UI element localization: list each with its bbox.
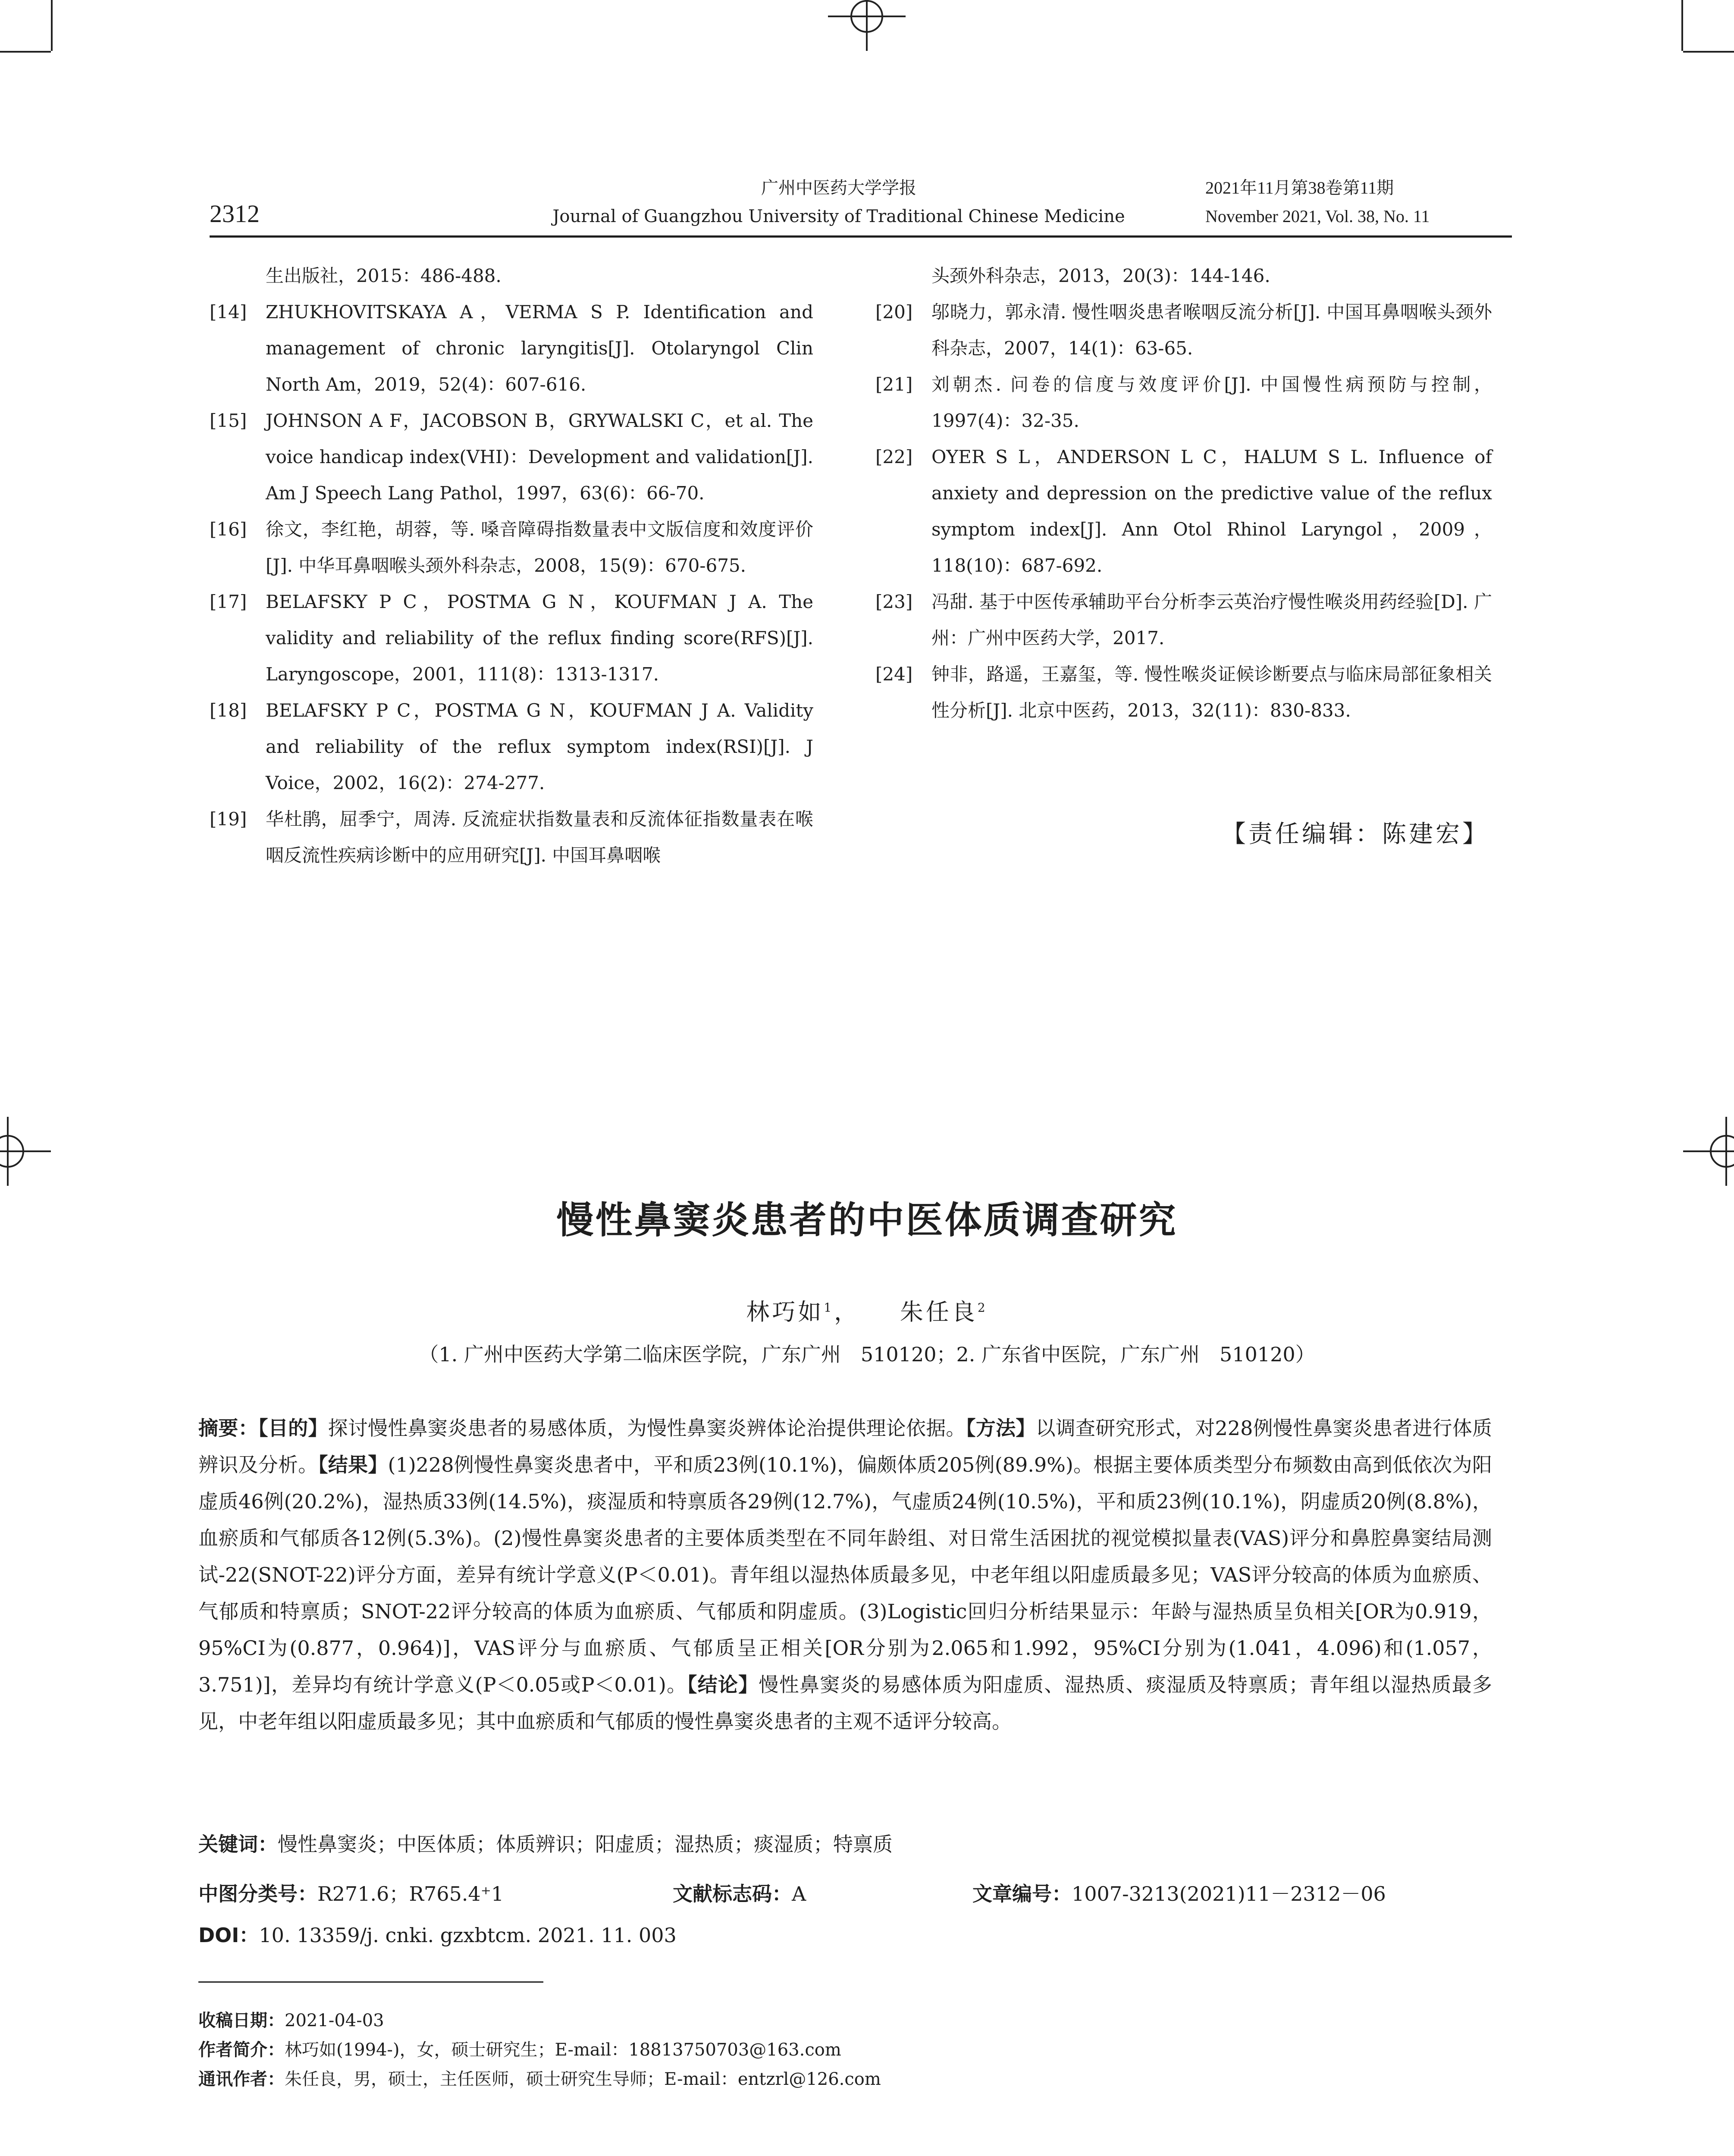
reference-item: [14] ZHUKHOVITSKAYA A，VERMA S P. Identification and management of chronic laryngitis[J]. Otolaryngol Clin North Am，2019，52(4)：607-616. (210, 301, 813, 395)
footnote-corresponding: 通讯作者：朱任良，男，硕士，主任医师，硕士研究生导师；E-mail：entzrl@126.com (198, 2069, 881, 2089)
reference-item: [17] BELAFSKY P C，POSTMA G N，KOUFMAN J A. The validity and reliability of the reflux finding score(RFS)[J]. Laryngoscope，2001，111(8)：1313-1317. (210, 591, 813, 685)
reference-item: [15] JOHNSON A F，JACOBSON B，GRYWALSKI C，et al. The voice handicap index(VHI)：Development and validation[J]. Am J Speech Lang Pathol，1997，63(6)：66-70. (210, 410, 813, 504)
author-affil-mark: 2 (977, 1300, 988, 1315)
objective-text: 探讨慢性鼻窦炎患者的易感体质，为慢性鼻窦炎辨体论治提供理论依据。 (328, 1416, 966, 1440)
document-code: 文献标志码：A (673, 1882, 806, 1905)
header-rule (210, 235, 1512, 238)
methods-label: 【方法】 (966, 1416, 1036, 1440)
reference-item: [19] 华杜鹃，屈季宁，周涛. 反流症状指数量表和反流体征指数量表在喉咽反流性疾病诊断中的应用研究[J]. 中国耳鼻咽喉 (210, 808, 813, 866)
page-number: 2312 (210, 200, 260, 228)
reference-item: 生出版社，2015：486-488. (266, 265, 502, 286)
clc-number: 中图分类号：R271.6；R765.4⁺1 (198, 1882, 504, 1905)
authors: 林巧如$^1$， 朱任良$^2$ (746, 1298, 988, 1326)
doi: DOI：10. 13359/j. cnki. gzxbtcm. 2021. 11. 003 (198, 1924, 677, 1947)
reference-item: [16] 徐文，李红艳，胡蓉，等. 嗓音障碍指数量表中文版信度和效度评价[J]. 中华耳鼻咽喉头颈外科杂志，2008，15(9)：670-675. (210, 519, 813, 576)
keywords: 关键词：慢性鼻窦炎；中医体质；体质辨识；阳虚质；湿热质；痰湿质；特禀质 (198, 1833, 893, 1856)
footnote-received: 收稿日期：2021-04-03 (198, 2011, 384, 2031)
methods-text: 以调查研究形式，对228例慢性鼻窦炎患者进行体质辨识及分析。 (198, 1416, 1493, 1476)
reference-item: [24] 钟非，路遥，王嘉玺，等. 慢性喉炎证候诊断要点与临床局部征象相关性分析[J]. 北京中医药，2013，32(11)：830-833. (875, 664, 1492, 721)
responsible-editor: 【责任编辑：陈建宏】 (1222, 820, 1489, 848)
references-left-column (210, 258, 813, 874)
reference-item: 头颈外科杂志，2013，20(3)：144-146. (931, 265, 1270, 286)
reference-item: [22] OYER S L，ANDERSON L C，HALUM S L. Influence of anxiety and depression on the predictive value of the reflux symptom index[J]. Ann Otol Rhinol Laryngol，2009，118(10)：687-692. (875, 446, 1492, 576)
footnote-author-bio: 作者简介：林巧如(1994-)，女，硕士研究生；E-mail：18813750703@163.com (198, 2040, 841, 2060)
footnote-rule (198, 1981, 543, 1983)
abstract (198, 1410, 1492, 1740)
author-affil-mark: 1 (824, 1300, 834, 1315)
objective-label: 【目的】 (258, 1416, 328, 1440)
reference-item: [20] 邬晓力，郭永清. 慢性咽炎患者喉咽反流分析[J]. 中国耳鼻咽喉头颈外科杂志，2007，14(1)：63-65. (875, 301, 1492, 359)
author-name: 林巧如 (746, 1298, 824, 1326)
reference-item: [21] 刘朝杰. 问卷的信度与效度评价[J]. 中国慢性病预防与控制，1997(4)：32-35. (875, 374, 1492, 431)
article-number: 文章编号：1007-3213(2021)11－2312－06 (972, 1882, 1386, 1905)
results-text: (1)228例慢性鼻窦炎患者中，平和质23例(10.1%)，偏颇体质205例(89.9%)。根据主要体质类型分布频数由高到低依次为阳虚质46例(20.2%)，湿热质33例(14.5%)，痰湿质和特禀质各29例(12.7%)，气虚质24例(10.5%)，平和质23例(10.1%)，阴虚质20例(8.8%)，血瘀质和气郁质各12例(5.3%)。(2)慢性鼻窦炎患者的主要体质类型在不同年龄组、对日常生活困扰的视觉模拟量表(VAS)评分和鼻腔鼻窦结局测试-22(SNOT-22)评分方面，差异有统计学意义(P＜0.01)。青年组以湿热体质最多见，中老年组以阳虚质最多见；VAS评分较高的体质为血瘀质、气郁质和特禀质；SNOT-22评分较高的体质为血瘀质、气郁质和阴虚质。(3)Logistic回归分析结果显示：年龄与湿热质呈负相关[OR为0.919，95%CI为(0.877，0.964)]，VAS评分与血瘀质、气郁质呈正相关[OR分别为2.065和1.992，95%CI分别为(1.041，4.096)和(1.057，3.751)]，差异均有统计学意义(P＜0.05或P＜0.01)。 (198, 1453, 1493, 1696)
conclusion-label: 【结论】 (687, 1673, 759, 1696)
issue-info-en: November 2021, Vol. 38, No. 11 (1205, 207, 1430, 226)
journal-name-en: Journal of Guangzhou University of Traditional Chinese Medicine (552, 207, 1125, 226)
reference-item: [18] BELAFSKY P C，POSTMA G N，KOUFMAN J A. Validity and reliability of the reflux symptom index(RSI)[J]. J Voice，2002，16(2)：274-277. (210, 700, 813, 793)
article-title: 慢性鼻窦炎患者的中医体质调查研究 (556, 1199, 1178, 1242)
affiliations: （1. 广州中医药大学第二临床医学院，广东广州 510120；2. 广东省中医院，广东广州 510120） (419, 1343, 1315, 1366)
references-right-column (875, 258, 1492, 729)
author-name: 朱任良 (900, 1298, 978, 1326)
abstract-label: 摘要： (198, 1416, 258, 1440)
conclusion-text: 慢性鼻窦炎的易感体质为阳虚质、湿热质、痰湿质及特禀质；青年组以湿热质最多见，中老年组以阳虚质最多见；其中血瘀质和气郁质的慢性鼻窦炎患者的主观不适评分较高。 (198, 1673, 1492, 1733)
journal-name-cn: 广州中医药大学学报 (761, 178, 916, 198)
issue-info-cn: 2021年11月第38卷第11期 (1205, 178, 1394, 197)
reference-item: [23] 冯甜. 基于中医传承辅助平台分析李云英治疗慢性喉炎用药经验[D]. 广州：广州中医药大学，2017. (875, 591, 1492, 649)
results-label: 【结果】 (318, 1453, 388, 1476)
